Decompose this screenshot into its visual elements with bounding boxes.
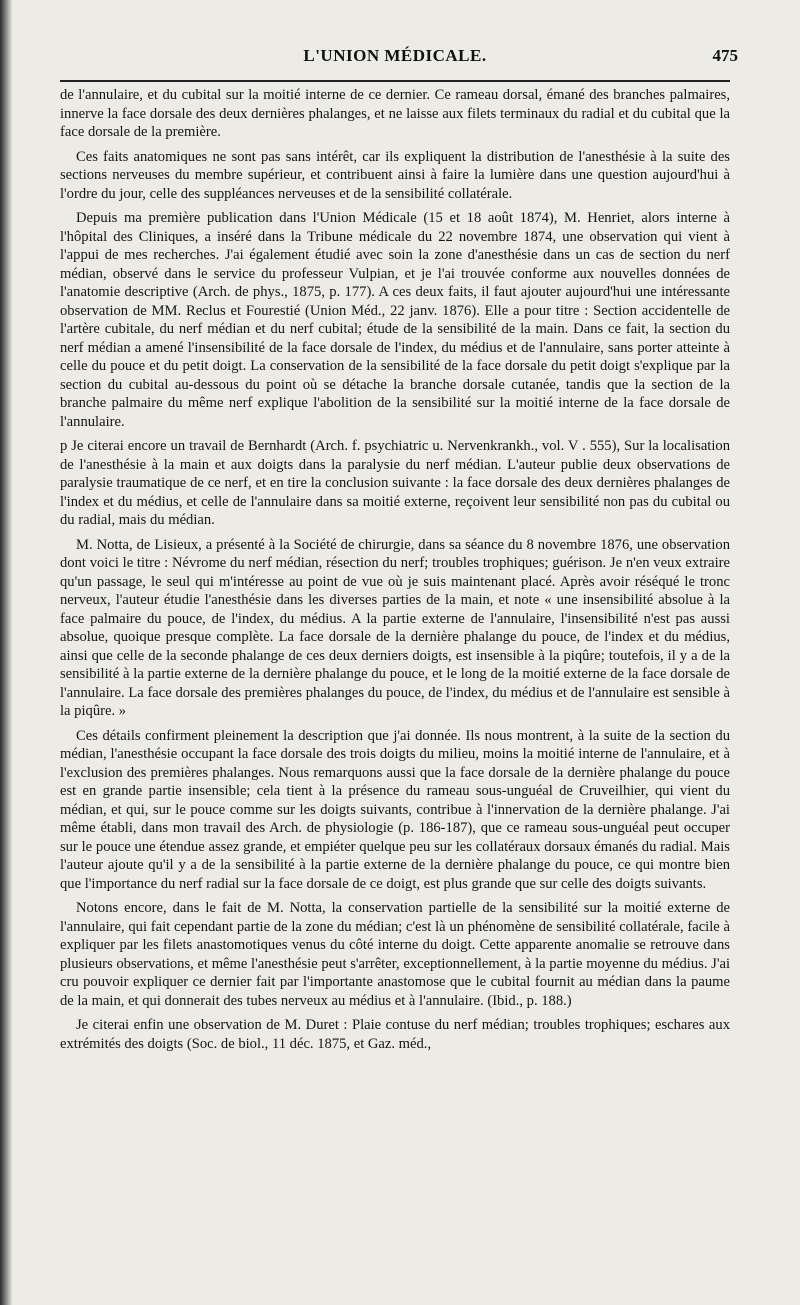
page-number: 475 <box>712 46 738 65</box>
paragraph-2: Ces faits anatomiques ne sont pas sans intérêt, car ils expliquent la distribution de l'anesthésie à la suite des sections nerveuses du membre supérieur, et contribuent ainsi à faire la lumière dans une question aujourd'hui à l'ordre du jour, celle des suppléances nerveuses et de la sensibilité collatérale. <box>60 148 730 202</box>
body-text <box>60 86 730 1059</box>
paragraph-5: M. Notta, de Lisieux, a présenté à la Société de chirurgie, dans sa séance du 8 novembre 1876, une observation dont voici le titre : Névrome du nerf médian, résection du nerf; troubles trophiques; guérison. Je n'en veux extraire qu'un passage, le seul qui m'intéresse au point de vue où je suis maintenant placé. Après avoir réséqué le tronc nerveux, l'auteur étudie l'anesthésie dans les diverses parties de la main, et note « une insensibilité absolue à la face palmaire du pouce, de l'index, du médius. A la partie externe de l'annulaire, l'insensibilité n'est pas aussi absolue, quoique presque complète. La face dorsale de la dernière phalange du pouce, de l'index et du médius, ainsi que celle de la seconde phalange de ces deux derniers doigts, est insensible à la piqûre; toutefois, il y a de la sensibilité à la partie externe de la dernière phalange du pouce, et le long de la moitié externe de la face dorsale de l'annulaire. La face dorsale des premières phalanges du pouce, de l'index, du médius et de l'annulaire est sensible à la piqûre. » <box>60 536 730 719</box>
paragraph-3: Depuis ma première publication dans l'Union Médicale (15 et 18 août 1874), M. Henriet, alors interne à l'hôpital des Cliniques, a inséré dans la Tribune médicale du 22 novembre 1874, une observation qui vient à l'appui de mes recherches. J'ai également étudié avec soin la zone d'anesthésie dans un cas de section du nerf médian, observé dans le service du professeur Vulpian, et je l'ai trouvée conforme aux nouvelles données de l'anatomie descriptive (Arch. de phys., 1875, p. 177). A ces deux faits, il faut ajouter aujourd'hui une intéressante observation de MM. Reclus et Fourestié (Union Méd., 22 janv. 1876). Elle a pour titre : Section accidentelle de l'artère cubitale, du nerf médian et du nerf cubital; étude de la sensibilité de la main. Dans ce fait, la section du nerf médian a amené l'insensibilité de la face dorsale de l'index, du médius et de l'annulaire, sans porter atteinte à celle du pouce et du petit doigt. La conservation de la sensibilité de la face dorsale du petit doigt s'explique par la section du cubital au-dessous du point où se détache la branche dorsale cutanée, tandis que la section de la branche palmaire du même nerf explique l'abolition de la sensibilité sur la moitié interne de la face dorsale de l'annulaire. <box>60 210 730 430</box>
paragraph-1: de l'annulaire, et du cubital sur la moitié interne de ce dernier. Ce rameau dorsal, émané des branches palmaires, innerve la face dorsale des deux dernières phalanges, et ne laisse aux filets terminaux du radial et du cubital que la face dorsale de la première. <box>60 87 730 140</box>
paragraph-4: p Je citerai encore un travail de Bernhardt (Arch. f. psychiatric u. Nervenkrankh., vol. V . 555), Sur la localisation de l'anesthésie à la main et aux doigts dans la paralysie du nerf médian. L'auteur publie deux observations de paralysie traumatique de ce nerf, et en tire la conclusion suivante : la face dorsale des deux dernières phalanges de l'index et du médius, et celle de l'annulaire dans sa moitié externe, reçoivent leur sensibilité non pas du cubital ou du radial, mais du médian. <box>60 438 730 528</box>
running-title: L'UNION MÉDICALE. <box>303 46 487 65</box>
paragraph-8: Je citerai enfin une observation de M. Duret : Plaie contuse du nerf médian; troubles trophiques; eschares aux extrémités des doigts (Soc. de biol., 11 déc. 1875, et Gaz. méd., <box>60 1017 730 1052</box>
paragraph-7: Notons encore, dans le fait de M. Notta, la conservation partielle de la sensibilité sur la moitié externe de l'annulaire, qui fait cependant partie de la zone du médian; c'est là un phénomène de sensibilité collatérale, facile à expliquer par les filets anastomotiques venus du côté interne du doigt. Cette apparente anomalie se retrouve dans plusieurs observations, et même l'anesthésie peut s'arrêter, exceptionnellement, à la partie moyenne du médius. J'ai cru pouvoir expliquer ce dernier fait par l'importante anastomose que le cubital fournit au médian dans la paume de la main, et qui donnerait des tubes nerveux au médius et à l'annulaire. (Ibid., p. 188.) <box>60 900 730 1009</box>
paragraph-6: Ces détails confirment pleinement la description que j'ai donnée. Ils nous montrent, à la suite de la section du médian, l'anesthésie occupant la face dorsale des trois doigts du milieu, moins la moitié interne de l'annulaire, et à l'exclusion des premières phalanges. Nous remarquons aussi que la face dorsale de la dernière phalange du pouce est en grande partie insensible; cela tient à la présence du rameau sous-unguéal de Cruveilhier, qui vient du médian, et qui, sur le pouce comme sur les doigts suivants, contribue à l'innervation de la dernière phalange. J'ai même établi, dans mon travail des Arch. de physiologie (p. 186-187), que ce rameau sous-unguéal peut occuper sur le pouce une étendue assez grande, et empiéter quelque peu sur les collatéraux dorsaux émanés du radial. Mais l'auteur ajoute qu'il y a de la sensibilité à la partie externe de la dernière phalange du pouce, ce qui montre bien que l'importance du nerf radial sur la face dorsale de ce doigt, est plus grande que sur celle des doigts suivants. <box>60 727 730 892</box>
page-binding-shadow <box>0 0 12 1305</box>
header-rule <box>60 80 730 82</box>
page-header <box>60 46 738 72</box>
